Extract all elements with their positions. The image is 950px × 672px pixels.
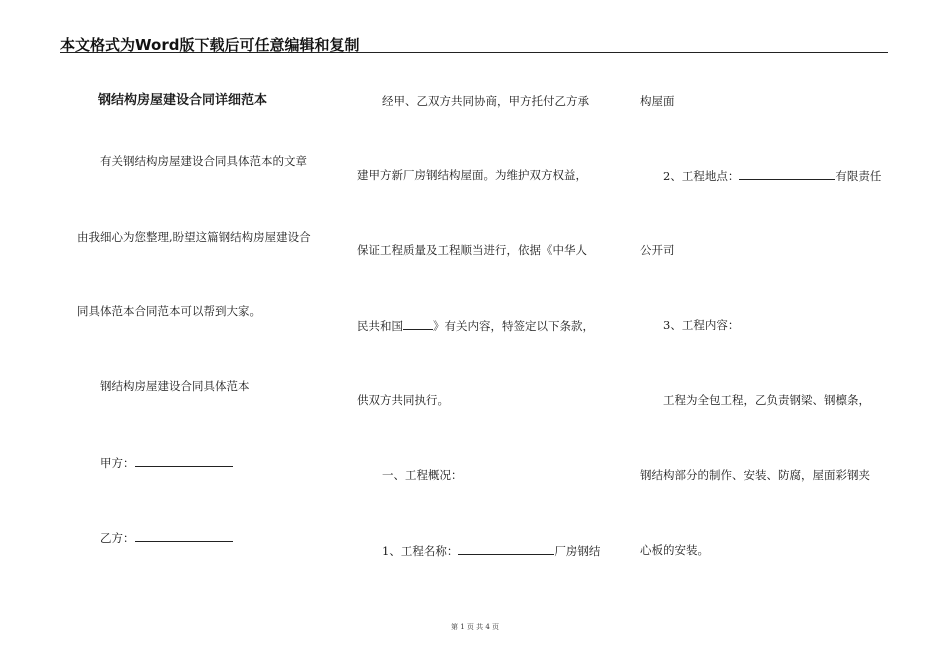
project-location-line xyxy=(663,168,881,183)
header-divider xyxy=(60,52,888,53)
project-name-label: 1、工程名称： xyxy=(382,544,459,558)
middle-line-1: 经甲、乙双方共同协商，甲方托付乙方承 xyxy=(382,94,589,108)
project-location-label: 2、工程地点： xyxy=(663,169,740,183)
party-a-line xyxy=(100,455,233,470)
section-overview-heading: 一、工程概况： xyxy=(382,468,463,482)
document-header: 本文格式为Word版下载后可任意编辑和复制 xyxy=(60,36,360,54)
project-location-blank xyxy=(739,168,835,180)
middle-line-4 xyxy=(357,318,594,333)
right-line-7: 心板的安装。 xyxy=(640,543,709,557)
right-line-5: 工程为全包工程，乙负责钢梁、钢檩条， xyxy=(663,393,870,407)
right-line-3: 公开司 xyxy=(640,243,675,257)
law-name-blank xyxy=(403,318,433,330)
contract-subtitle: 钢结构房屋建设合同具体范本 xyxy=(100,379,250,393)
project-name-line xyxy=(382,543,600,558)
project-content-heading: 3、工程内容： xyxy=(663,318,740,332)
middle-line-2: 建甲方新厂房钢结构屋面。为维护双方权益， xyxy=(357,168,587,182)
law-prefix: 民共和国 xyxy=(357,319,403,333)
party-b-line xyxy=(100,530,233,545)
intro-line-3: 同具体范本合同范本可以帮到大家。 xyxy=(77,304,261,318)
intro-line-1: 有关钢结构房屋建设合同具体范本的文章 xyxy=(100,154,307,168)
right-line-6: 钢结构部分的制作、安装、防腐，屋面彩钢夹 xyxy=(640,468,870,482)
right-line-1: 构屋面 xyxy=(640,94,675,108)
party-b-blank xyxy=(135,530,233,542)
party-a-blank xyxy=(135,455,233,467)
page-number: 第 1 页 共 4 页 xyxy=(450,623,500,631)
project-location-suffix: 有限责任 xyxy=(835,169,882,183)
party-a-label: 甲方： xyxy=(100,456,135,470)
intro-line-2: 由我细心为您整理,盼望这篇钢结构房屋建设合 xyxy=(77,230,311,244)
middle-line-3: 保证工程质量及工程顺当进行，依据《中华人 xyxy=(357,243,587,257)
middle-line-5: 供双方共同执行。 xyxy=(357,393,449,407)
law-suffix: 》有关内容，特签定以下条款， xyxy=(433,319,594,333)
project-name-blank xyxy=(458,543,554,555)
party-b-label: 乙方： xyxy=(100,531,135,545)
document-title: 钢结构房屋建设合同详细范本 xyxy=(98,93,268,108)
project-name-suffix: 厂房钢结 xyxy=(554,544,601,558)
